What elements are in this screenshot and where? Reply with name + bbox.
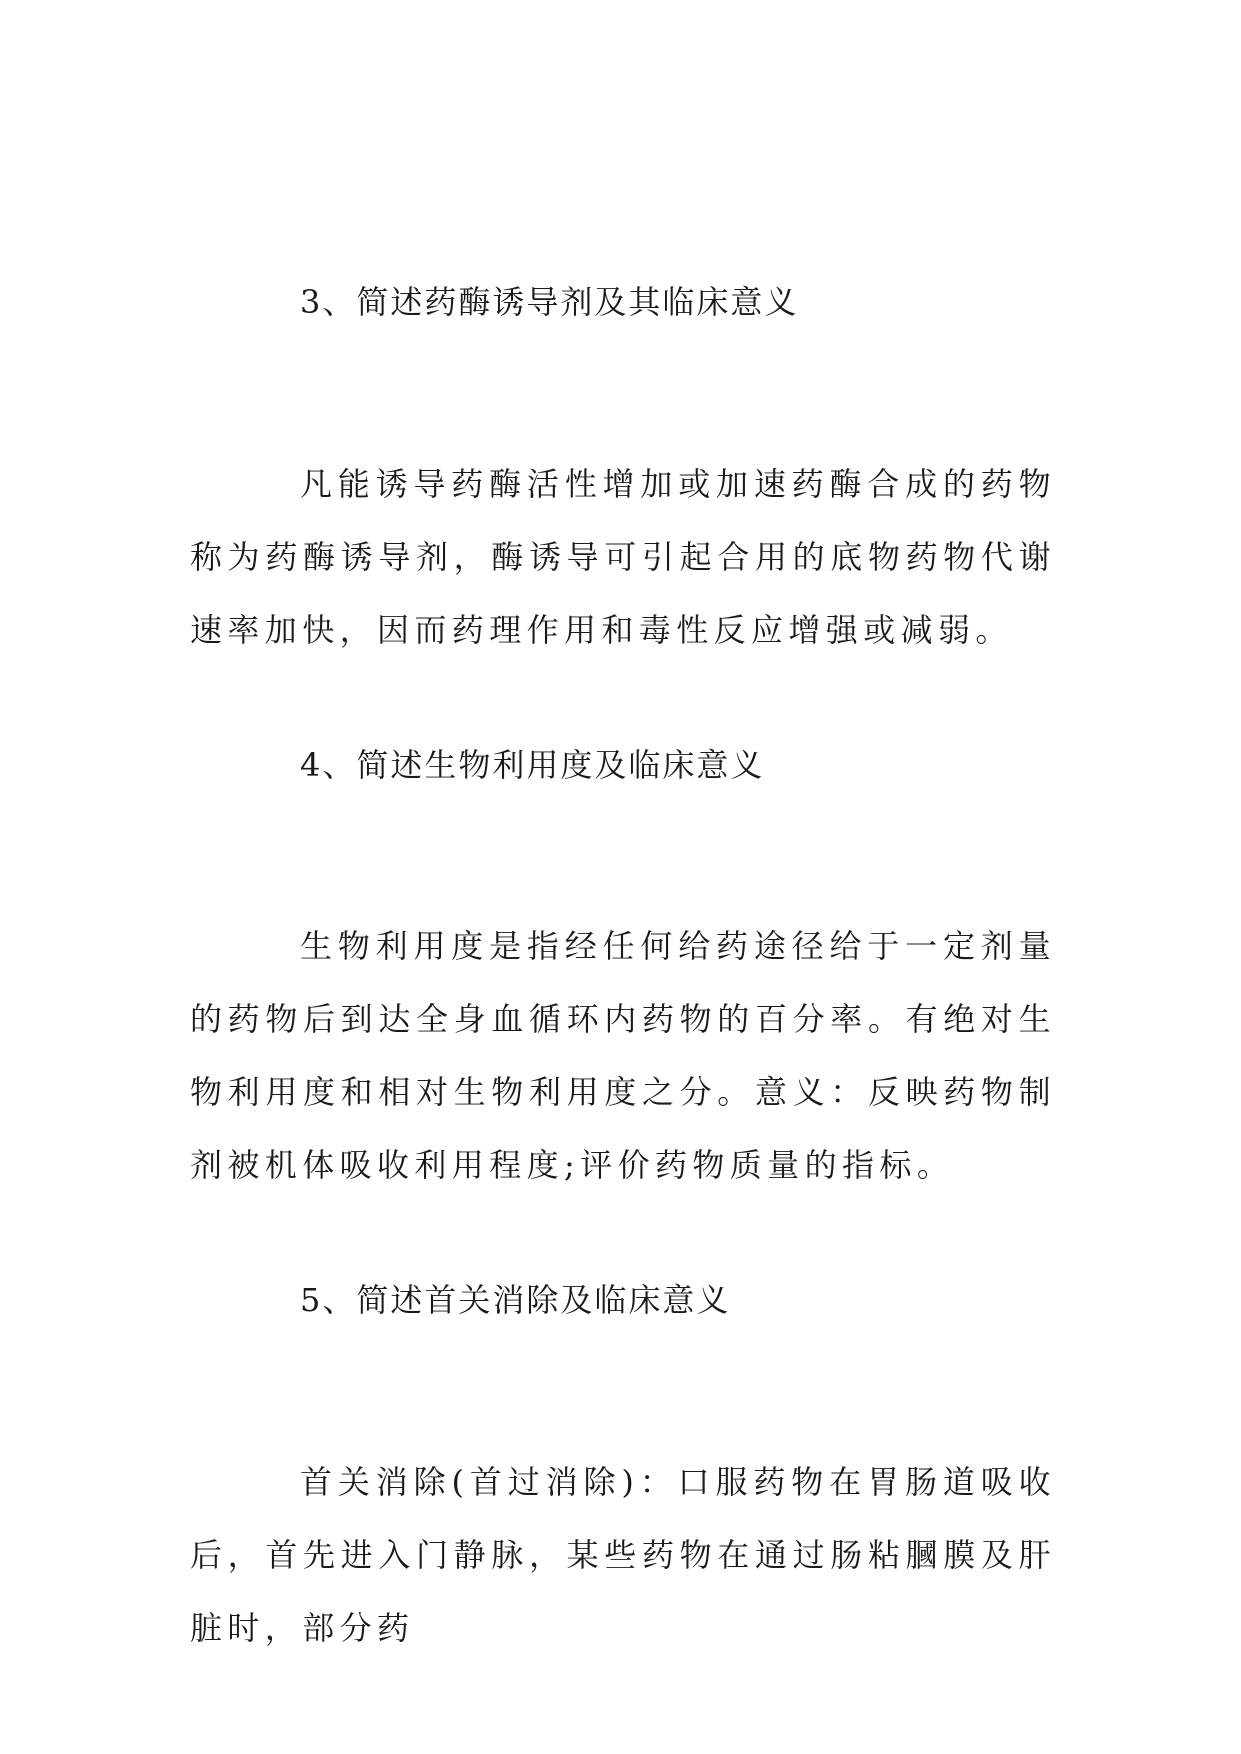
section-5-body: 首关消除(首过消除)：口服药物在胃肠道吸收后，首先进入门静脉，某些药物在通过肠粘膕膜及肝脏时，部分药 xyxy=(190,1463,1056,1647)
section-5-heading: 5、简述首关消除及临床意义 xyxy=(300,1281,731,1319)
section-4-body: 生物利用度是指经任何给药途径给于一定剂量的药物后到达全身血循环内药物的百分率。有绝对生物利用度和相对生物利用度之分。意义：反映药物制剂被机体吸收利用程度;评价药物质量的指标。 xyxy=(190,927,1056,1184)
section-3-heading: 3、简述药酶诱导剂及其临床意义 xyxy=(300,283,799,321)
section-3-body: 凡能诱导药酶活性增加或加速药酶合成的药物称为药酶诱导剂，酶诱导可引起合用的底物药物代谢速率加快，因而药理作用和毒性反应增强或减弱。 xyxy=(190,465,1056,649)
section-4-heading: 4、简述生物利用度及临床意义 xyxy=(300,746,765,784)
